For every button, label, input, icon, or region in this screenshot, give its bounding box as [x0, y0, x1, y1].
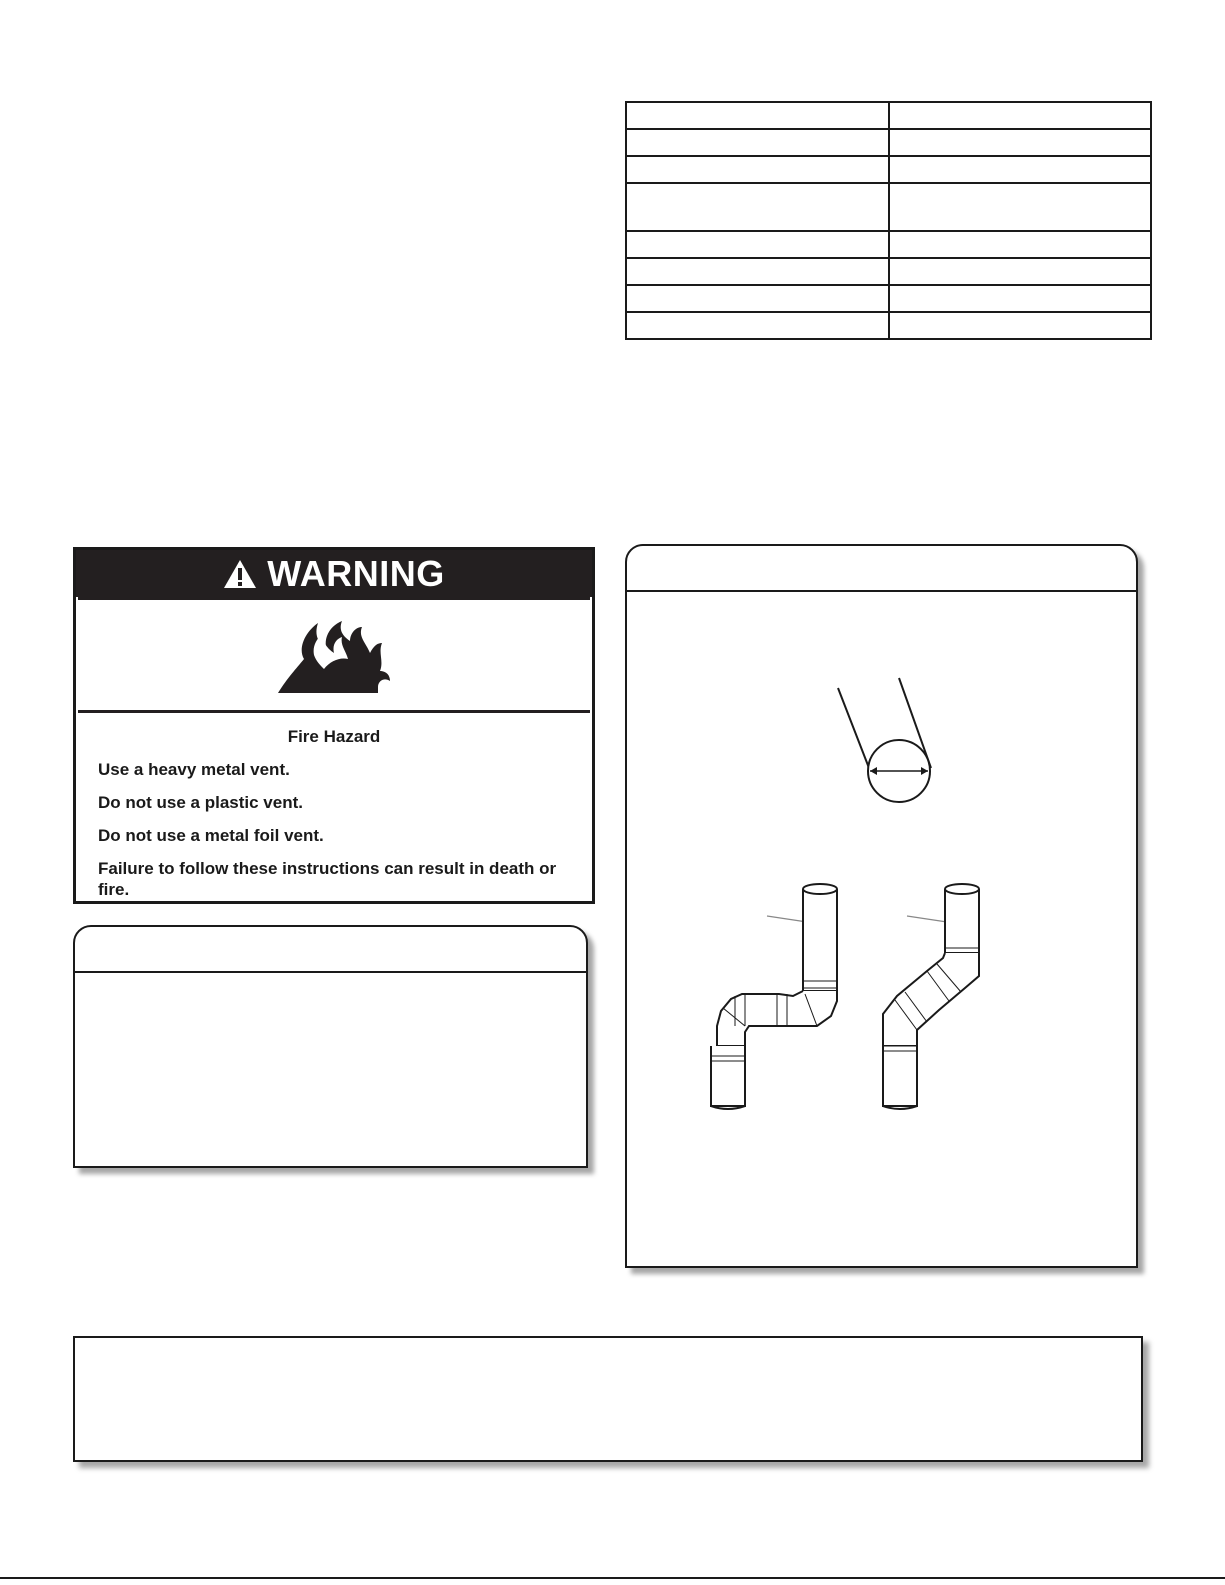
warning-line: Do not use a metal foil vent.	[98, 826, 324, 845]
table-cell	[889, 285, 1152, 312]
hazard-symbol-area	[78, 597, 590, 713]
warning-line: Failure to follow these instructions can result in death or fire.	[98, 859, 557, 899]
table-row	[626, 156, 1151, 183]
table-cell	[889, 156, 1152, 183]
vent-elbow-offset-diagram	[711, 884, 837, 1109]
vent-illustrations	[627, 546, 1140, 1270]
table-row	[626, 129, 1151, 156]
warning-header	[76, 550, 592, 597]
warning-line: Do not use a plastic vent.	[98, 793, 303, 812]
table-cell	[626, 285, 889, 312]
bottom-note-box	[73, 1336, 1143, 1462]
table-cell	[889, 102, 1152, 129]
fire-icon	[274, 615, 394, 695]
table-cell	[889, 312, 1152, 339]
table-cell	[626, 102, 889, 129]
table-cell	[626, 156, 889, 183]
vent-angled-offset-diagram	[883, 884, 979, 1109]
table-cell	[626, 231, 889, 258]
table-cell	[626, 258, 889, 285]
table-cell	[889, 258, 1152, 285]
vent-diameter-diagram	[838, 678, 931, 802]
page-bottom-rule	[0, 1577, 1225, 1579]
spec-table	[625, 101, 1152, 340]
table-row	[626, 258, 1151, 285]
vent-illustration-callout	[625, 544, 1138, 1268]
table-cell	[626, 183, 889, 231]
table-cell	[889, 129, 1152, 156]
table-row	[626, 102, 1151, 129]
table-row	[626, 312, 1151, 339]
spec-table-container	[625, 101, 1152, 340]
warning-heading: WARNING	[267, 552, 445, 594]
table-cell	[889, 231, 1152, 258]
warning-box	[73, 547, 595, 904]
table-cell	[626, 129, 889, 156]
table-cell	[889, 183, 1152, 231]
warning-body	[76, 713, 592, 900]
table-row	[626, 183, 1151, 231]
info-callout-left	[73, 925, 588, 1168]
table-row	[626, 285, 1151, 312]
callout-header-bar	[75, 927, 586, 973]
table-cell	[626, 312, 889, 339]
alert-triangle-icon	[223, 559, 257, 589]
hazard-title: Fire Hazard	[287, 727, 381, 746]
table-row	[626, 231, 1151, 258]
warning-line: Use a heavy metal vent.	[98, 760, 290, 779]
